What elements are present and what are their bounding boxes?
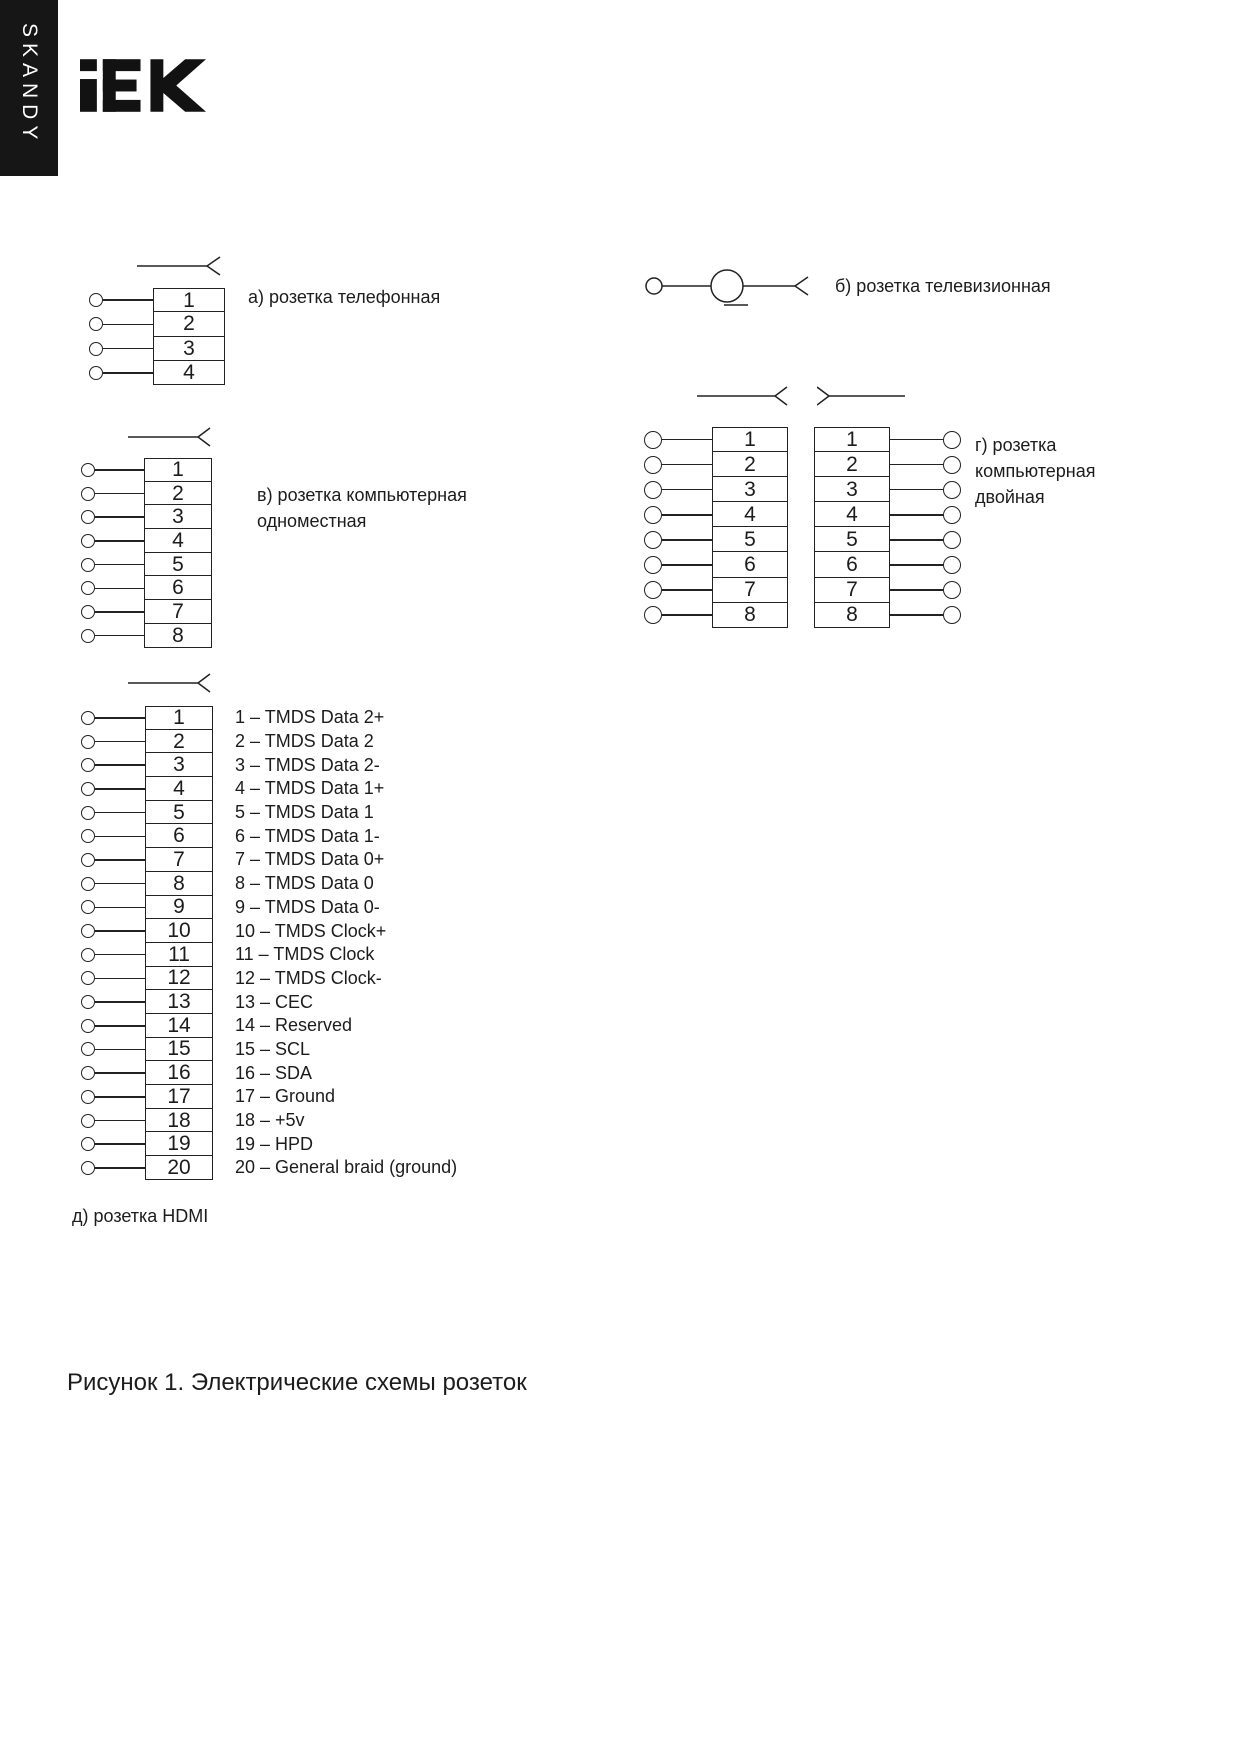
box-gap xyxy=(788,502,814,527)
box-gap xyxy=(788,603,814,628)
pin-number-cell: 15 xyxy=(145,1038,213,1062)
pin-number-cell: 6 xyxy=(144,576,212,600)
pin-number-cell-left: 1 xyxy=(712,427,788,452)
pin-row xyxy=(81,896,457,920)
computer-socket-pin-block xyxy=(81,458,212,648)
pin-signal-label: 9 – TMDS Data 0- xyxy=(235,896,380,917)
pin-terminal-circle xyxy=(89,317,103,331)
socket-fork-symbol-v xyxy=(128,426,213,448)
pin-wire-right xyxy=(890,564,943,566)
pin-wire xyxy=(95,540,144,542)
pin-wire xyxy=(95,564,144,566)
pin-row xyxy=(81,576,212,600)
pin-signal-label: 11 – TMDS Clock xyxy=(235,944,375,965)
pin-row xyxy=(81,824,457,848)
pin-wire-right xyxy=(890,439,943,441)
pin-row xyxy=(644,527,961,552)
pin-number-cell: 1 xyxy=(153,288,225,312)
pin-number-cell: 14 xyxy=(145,1014,213,1038)
pin-terminal-circle xyxy=(81,758,95,772)
pin-wire-right xyxy=(890,614,943,616)
pin-row xyxy=(644,502,961,527)
pin-terminal-circle xyxy=(81,1137,95,1151)
pin-number-cell-left: 2 xyxy=(712,452,788,477)
pin-wire-left xyxy=(662,489,712,491)
pin-row xyxy=(81,1014,457,1038)
pin-row xyxy=(81,753,457,777)
tv-socket-symbol xyxy=(644,264,814,312)
pin-signal-label: 15 – SCL xyxy=(235,1038,311,1059)
pin-wire xyxy=(95,954,145,956)
pin-number-cell: 9 xyxy=(145,896,213,920)
pin-terminal-circle-left xyxy=(644,506,662,524)
pin-terminal-circle xyxy=(81,534,95,548)
pin-number-cell: 2 xyxy=(153,312,225,336)
pin-wire-right xyxy=(890,589,943,591)
pin-wire xyxy=(103,324,153,326)
pin-number-cell: 5 xyxy=(144,553,212,577)
pin-terminal-circle xyxy=(81,735,95,749)
pin-signal-label: 18 – +5v xyxy=(235,1110,305,1131)
pin-signal-label: 4 – TMDS Data 1+ xyxy=(235,778,385,799)
computer-socket-double-pin-block xyxy=(644,427,961,628)
pin-terminal-circle-right xyxy=(943,556,961,574)
box-gap xyxy=(788,552,814,577)
label-telephone-socket: а) розетка телефонная xyxy=(248,287,441,307)
label-computer-socket-double xyxy=(975,432,1095,510)
pin-signal-label: 10 – TMDS Clock+ xyxy=(235,920,387,941)
pin-wire-right xyxy=(890,489,943,491)
box-gap xyxy=(788,427,814,452)
pin-row xyxy=(81,482,212,506)
pin-terminal-circle xyxy=(81,829,95,843)
pin-terminal-circle xyxy=(81,711,95,725)
pin-number-cell-left: 6 xyxy=(712,552,788,577)
pin-row xyxy=(81,872,457,896)
pin-terminal-circle xyxy=(81,1090,95,1104)
pin-terminal-circle-left xyxy=(644,581,662,599)
socket-fork-symbol-g-left xyxy=(697,385,790,407)
pin-row xyxy=(81,777,457,801)
pin-number-cell: 19 xyxy=(145,1132,213,1156)
pin-terminal-circle xyxy=(89,293,103,307)
label-line: двойная xyxy=(975,487,1045,507)
pin-number-cell: 2 xyxy=(145,730,213,754)
pin-number-cell: 3 xyxy=(153,337,225,361)
pin-number-cell: 12 xyxy=(145,967,213,991)
pin-number-cell-left: 4 xyxy=(712,502,788,527)
pin-signal-label: 7 – TMDS Data 0+ xyxy=(235,849,385,870)
pin-wire xyxy=(103,299,153,301)
pin-terminal-circle-left xyxy=(644,481,662,499)
pin-wire xyxy=(95,717,145,719)
pin-number-cell-left: 8 xyxy=(712,603,788,628)
pin-wire xyxy=(95,788,145,790)
pin-terminal-circle-right xyxy=(943,456,961,474)
pin-number-cell: 4 xyxy=(153,361,225,385)
pin-wire xyxy=(95,907,145,909)
pin-row xyxy=(644,552,961,577)
pin-terminal-circle xyxy=(81,463,95,477)
pin-wire xyxy=(95,635,144,637)
pin-terminal-circle-right xyxy=(943,531,961,549)
pin-wire xyxy=(95,611,144,613)
pin-row xyxy=(81,1085,457,1109)
pin-signal-label: 14 – Reserved xyxy=(235,1015,353,1036)
pin-terminal-circle xyxy=(81,1066,95,1080)
pin-number-cell: 17 xyxy=(145,1085,213,1109)
pin-signal-label: 16 – SDA xyxy=(235,1062,313,1083)
pin-terminal-circle-right xyxy=(943,431,961,449)
pin-terminal-circle-right xyxy=(943,506,961,524)
label-tv-socket: б) розетка телевизионная xyxy=(835,276,1051,296)
pin-number-cell: 16 xyxy=(145,1061,213,1085)
pin-row xyxy=(81,529,212,553)
pin-wire-right xyxy=(890,539,943,541)
pin-row xyxy=(644,452,961,477)
pin-wire xyxy=(95,836,145,838)
pin-number-cell-right: 1 xyxy=(814,427,890,452)
pin-number-cell: 13 xyxy=(145,990,213,1014)
pin-number-cell: 10 xyxy=(145,919,213,943)
pin-terminal-circle-left xyxy=(644,431,662,449)
label-hdmi-socket: д) розетка HDMI xyxy=(72,1206,209,1226)
pin-signal-label: 1 – TMDS Data 2+ xyxy=(235,707,385,728)
pin-terminal-circle xyxy=(81,948,95,962)
pin-wire xyxy=(95,930,145,932)
sidebar-band xyxy=(0,0,58,176)
pin-number-cell: 18 xyxy=(145,1109,213,1133)
pin-terminal-circle xyxy=(81,510,95,524)
pin-row xyxy=(81,1061,457,1085)
socket-fork-symbol-a xyxy=(137,255,222,277)
pin-number-cell-left: 7 xyxy=(712,578,788,603)
pin-wire-left xyxy=(662,464,712,466)
pin-number-cell: 7 xyxy=(145,848,213,872)
pin-wire xyxy=(95,1167,145,1169)
pin-signal-label: 12 – TMDS Clock- xyxy=(235,967,382,988)
pin-signal-label: 3 – TMDS Data 2- xyxy=(235,754,380,775)
pin-terminal-circle xyxy=(81,1019,95,1033)
pin-terminal-circle xyxy=(81,581,95,595)
pin-wire xyxy=(95,1025,145,1027)
pin-number-cell: 5 xyxy=(145,801,213,825)
pin-number-cell: 7 xyxy=(144,600,212,624)
box-gap xyxy=(788,578,814,603)
pin-terminal-circle-left xyxy=(644,531,662,549)
pin-signal-label: 13 – CEC xyxy=(235,991,314,1012)
pin-row xyxy=(81,706,457,730)
pin-wire xyxy=(95,469,144,471)
pin-signal-label: 19 – HPD xyxy=(235,1133,314,1154)
pin-number-cell: 2 xyxy=(144,482,212,506)
pin-terminal-circle xyxy=(81,1114,95,1128)
pin-number-cell: 20 xyxy=(145,1156,213,1180)
pin-number-cell-right: 6 xyxy=(814,552,890,577)
pin-row xyxy=(89,312,225,336)
pin-wire-left xyxy=(662,614,712,616)
pin-signal-label: 17 – Ground xyxy=(235,1086,336,1107)
pin-terminal-circle xyxy=(81,877,95,891)
pin-wire xyxy=(95,588,144,590)
box-gap xyxy=(788,452,814,477)
pin-terminal-circle xyxy=(81,1042,95,1056)
pin-number-cell: 3 xyxy=(144,505,212,529)
hdmi-socket-pin-block xyxy=(81,706,457,1180)
label-computer-socket-single xyxy=(257,483,467,534)
pin-wire-left xyxy=(662,439,712,441)
pin-row xyxy=(81,1132,457,1156)
pin-number-cell-right: 5 xyxy=(814,527,890,552)
pin-wire xyxy=(95,1120,145,1122)
pin-row xyxy=(81,553,212,577)
pin-terminal-circle-right xyxy=(943,606,961,624)
pin-wire xyxy=(95,493,144,495)
pin-terminal-circle xyxy=(81,605,95,619)
pin-wire xyxy=(95,1096,145,1098)
pin-terminal-circle-left xyxy=(644,556,662,574)
pin-number-cell: 6 xyxy=(145,824,213,848)
pin-row xyxy=(89,361,225,385)
label-line: в) розетка компьютерная xyxy=(257,485,467,505)
pin-row xyxy=(81,919,457,943)
pin-terminal-circle xyxy=(81,1161,95,1175)
pin-number-cell-right: 2 xyxy=(814,452,890,477)
pin-wire xyxy=(95,1143,145,1145)
pin-wire xyxy=(103,348,153,350)
pin-terminal-circle-right xyxy=(943,581,961,599)
pin-number-cell: 8 xyxy=(145,872,213,896)
pin-signal-label: 5 – TMDS Data 1 xyxy=(235,802,374,823)
pin-terminal-circle-right xyxy=(943,481,961,499)
pin-row xyxy=(81,624,212,648)
pin-signal-label: 2 – TMDS Data 2 xyxy=(235,731,374,752)
pin-row xyxy=(644,578,961,603)
pin-signal-label: 8 – TMDS Data 0 xyxy=(235,873,374,894)
pin-wire xyxy=(95,1001,145,1003)
pin-terminal-circle xyxy=(81,806,95,820)
pin-wire xyxy=(95,516,144,518)
pin-row xyxy=(81,1038,457,1062)
pin-number-cell-right: 4 xyxy=(814,502,890,527)
pin-wire-left xyxy=(662,589,712,591)
pin-row xyxy=(644,427,961,452)
pin-terminal-circle xyxy=(81,995,95,1009)
pin-number-cell: 3 xyxy=(145,753,213,777)
telephone-socket-pin-block xyxy=(89,288,225,385)
pin-row xyxy=(81,990,457,1014)
pin-number-cell: 4 xyxy=(145,777,213,801)
label-line: одноместная xyxy=(257,510,367,531)
pin-terminal-circle xyxy=(81,782,95,796)
pin-signal-label: 6 – TMDS Data 1- xyxy=(235,825,380,846)
pin-signal-label: 20 – General braid (ground) xyxy=(235,1157,458,1178)
pin-wire xyxy=(95,741,145,743)
pin-wire xyxy=(95,812,145,814)
pin-row xyxy=(81,801,457,825)
pin-wire-right xyxy=(890,514,943,516)
pin-wire xyxy=(95,883,145,885)
pin-wire xyxy=(95,1072,145,1074)
pin-number-cell: 8 xyxy=(144,624,212,648)
pin-terminal-circle xyxy=(81,629,95,643)
pin-number-cell-right: 7 xyxy=(814,578,890,603)
pin-number-cell: 1 xyxy=(144,458,212,482)
pin-row xyxy=(644,603,961,628)
pin-wire-left xyxy=(662,564,712,566)
pin-wire xyxy=(95,978,145,980)
socket-fork-symbol-d xyxy=(128,672,213,694)
pin-wire xyxy=(95,764,145,766)
pin-row xyxy=(81,730,457,754)
pin-terminal-circle-left xyxy=(644,456,662,474)
pin-wire xyxy=(95,1049,145,1051)
pin-terminal-circle xyxy=(81,487,95,501)
pin-number-cell: 11 xyxy=(145,943,213,967)
pin-row xyxy=(644,477,961,502)
pin-row xyxy=(89,337,225,361)
pin-number-cell: 4 xyxy=(144,529,212,553)
pin-terminal-circle xyxy=(81,900,95,914)
pin-terminal-circle xyxy=(81,924,95,938)
pin-number-cell-left: 5 xyxy=(712,527,788,552)
pin-wire xyxy=(103,372,153,374)
sidebar-vertical-text: SKANDY xyxy=(18,23,41,146)
pin-terminal-circle xyxy=(89,342,103,356)
pin-row xyxy=(81,505,212,529)
pin-number-cell: 1 xyxy=(145,706,213,730)
pin-terminal-circle xyxy=(89,366,103,380)
label-line: г) розетка xyxy=(975,435,1057,455)
pin-terminal-circle xyxy=(81,853,95,867)
pin-row xyxy=(81,1109,457,1133)
pin-row xyxy=(89,288,225,312)
pin-wire-left xyxy=(662,539,712,541)
pin-terminal-circle xyxy=(81,558,95,572)
pin-row xyxy=(81,600,212,624)
pin-row xyxy=(81,967,457,991)
box-gap xyxy=(788,527,814,552)
pin-terminal-circle-left xyxy=(644,606,662,624)
box-gap xyxy=(788,477,814,502)
label-line: компьютерная xyxy=(975,461,1096,481)
figure-caption: Рисунок 1. Электрические схемы розеток xyxy=(67,1369,527,1396)
pin-wire xyxy=(95,859,145,861)
pin-row xyxy=(81,943,457,967)
pin-number-cell-right: 8 xyxy=(814,603,890,628)
iek-logo xyxy=(80,59,207,112)
pin-number-cell-right: 3 xyxy=(814,477,890,502)
pin-row xyxy=(81,458,212,482)
pin-row xyxy=(81,848,457,872)
pin-wire-left xyxy=(662,514,712,516)
pin-row xyxy=(81,1156,457,1180)
socket-fork-symbol-g-right xyxy=(817,385,907,407)
pin-number-cell-left: 3 xyxy=(712,477,788,502)
pin-terminal-circle xyxy=(81,971,95,985)
pin-wire-right xyxy=(890,464,943,466)
